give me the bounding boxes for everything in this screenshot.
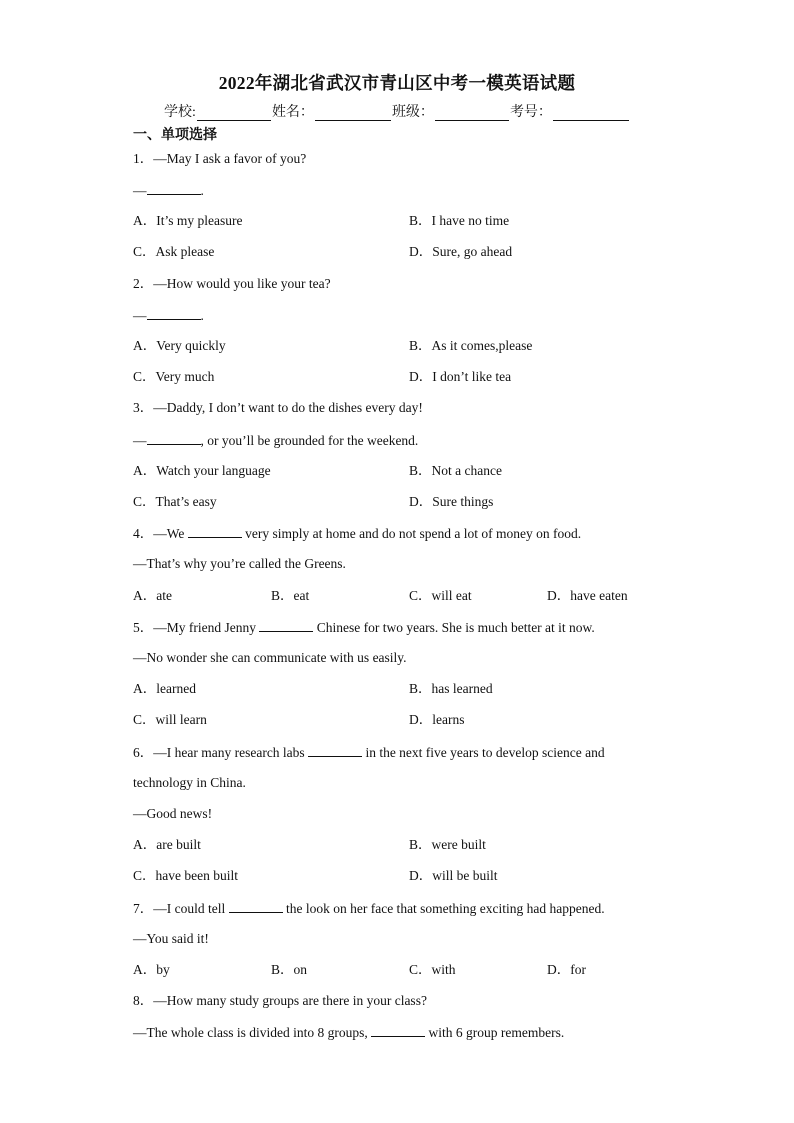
question-7-response: —You said it! — [133, 931, 209, 946]
question-5-response: —No wonder she can communicate with us easily. — [133, 650, 407, 665]
question-6-stem-continued: technology in China. — [133, 775, 246, 790]
answer-blank[interactable] — [259, 618, 313, 632]
question-7-option-b[interactable]: B．on — [271, 962, 308, 977]
question-4-option-a[interactable]: A．ate — [133, 588, 172, 603]
question-6-response: —Good news! — [133, 806, 213, 821]
name-field[interactable] — [315, 105, 391, 121]
question-6-option-c[interactable]: C．have been built — [133, 868, 238, 883]
question-8-stem: 8．—How many study groups are there in your class? — [133, 993, 427, 1008]
question-7-option-d[interactable]: D．for — [547, 962, 586, 977]
question-2-option-a[interactable]: A．Very quickly — [133, 338, 226, 353]
question-7-option-a[interactable]: A．by — [133, 962, 170, 977]
question-5-stem: 5．—My friend Jenny Chinese for two years. She is much better at it now. — [133, 620, 595, 635]
question-2-option-d[interactable]: D．I don’t like tea — [409, 369, 512, 384]
exam-number-label: 考号： — [509, 105, 552, 120]
name-label: 姓名： — [271, 105, 314, 120]
question-5-option-d[interactable]: D．learns — [409, 712, 465, 727]
exam-number-field[interactable] — [553, 105, 629, 121]
exam-title: 2022年湖北省武汉市青山区中考一模英语试题 — [218, 73, 576, 93]
question-8-response: —The whole class is divided into 8 groups, with 6 group remembers. — [133, 1025, 565, 1040]
question-1-option-b[interactable]: B．I have no time — [409, 213, 510, 228]
question-1-answer-line: — . — [133, 183, 204, 198]
class-label: 班级： — [391, 105, 434, 120]
school-field[interactable] — [197, 105, 271, 121]
question-2-stem: 2．—How would you like your tea? — [133, 276, 331, 291]
answer-blank[interactable] — [229, 899, 283, 913]
answer-blank[interactable] — [147, 306, 201, 320]
class-field[interactable] — [435, 105, 509, 121]
question-1-option-c[interactable]: C．Ask please — [133, 244, 215, 259]
question-3-option-b[interactable]: B．Not a chance — [409, 463, 502, 478]
question-5-option-c[interactable]: C．will learn — [133, 712, 207, 727]
question-2-option-c[interactable]: C．Very much — [133, 369, 215, 384]
question-1-option-a[interactable]: A．It’s my pleasure — [133, 213, 243, 228]
answer-blank[interactable] — [371, 1023, 425, 1037]
student-info-row — [0, 101, 794, 121]
answer-blank[interactable] — [188, 524, 242, 538]
question-3-stem: 3．—Daddy, I don’t want to do the dishes every day! — [133, 400, 423, 415]
question-6-option-b[interactable]: B．were built — [409, 837, 486, 852]
question-1-stem: 1．—May I ask a favor of you? — [133, 151, 307, 166]
question-4-response: —That’s why you’re called the Greens. — [133, 556, 346, 571]
question-3-option-c[interactable]: C．That’s easy — [133, 494, 217, 509]
question-1-option-d[interactable]: D．Sure, go ahead — [409, 244, 513, 259]
question-3-answer-line: — , or you’ll be grounded for the weekend. — [133, 433, 419, 448]
section-title: 一、单项选择 — [133, 127, 217, 143]
question-2-option-b[interactable]: B．As it comes,please — [409, 338, 533, 353]
question-4-option-c[interactable]: C．will eat — [409, 588, 472, 603]
question-3-option-d[interactable]: D．Sure things — [409, 494, 494, 509]
question-4-stem: 4．—We very simply at home and do not spend a lot of money on food. — [133, 526, 582, 541]
question-6-option-a[interactable]: A．are built — [133, 837, 201, 852]
question-6-stem: 6．—I hear many research labs in the next five years to develop science and — [133, 745, 605, 760]
question-3-option-a[interactable]: A．Watch your language — [133, 463, 271, 478]
question-5-option-a[interactable]: A．learned — [133, 681, 196, 696]
question-4-option-d[interactable]: D．have eaten — [547, 588, 628, 603]
question-7-stem: 7．—I could tell the look on her face that something exciting had happened. — [133, 901, 605, 916]
question-4-option-b[interactable]: B．eat — [271, 588, 310, 603]
answer-blank[interactable] — [147, 181, 201, 195]
question-6-option-d[interactable]: D．will be built — [409, 868, 498, 883]
question-7-option-c[interactable]: C．with — [409, 962, 456, 977]
question-5-option-b[interactable]: B．has learned — [409, 681, 493, 696]
answer-blank[interactable] — [308, 743, 362, 757]
answer-blank[interactable] — [147, 431, 201, 445]
question-2-answer-line: — . — [133, 308, 204, 323]
school-label: 学校: — [164, 105, 196, 120]
